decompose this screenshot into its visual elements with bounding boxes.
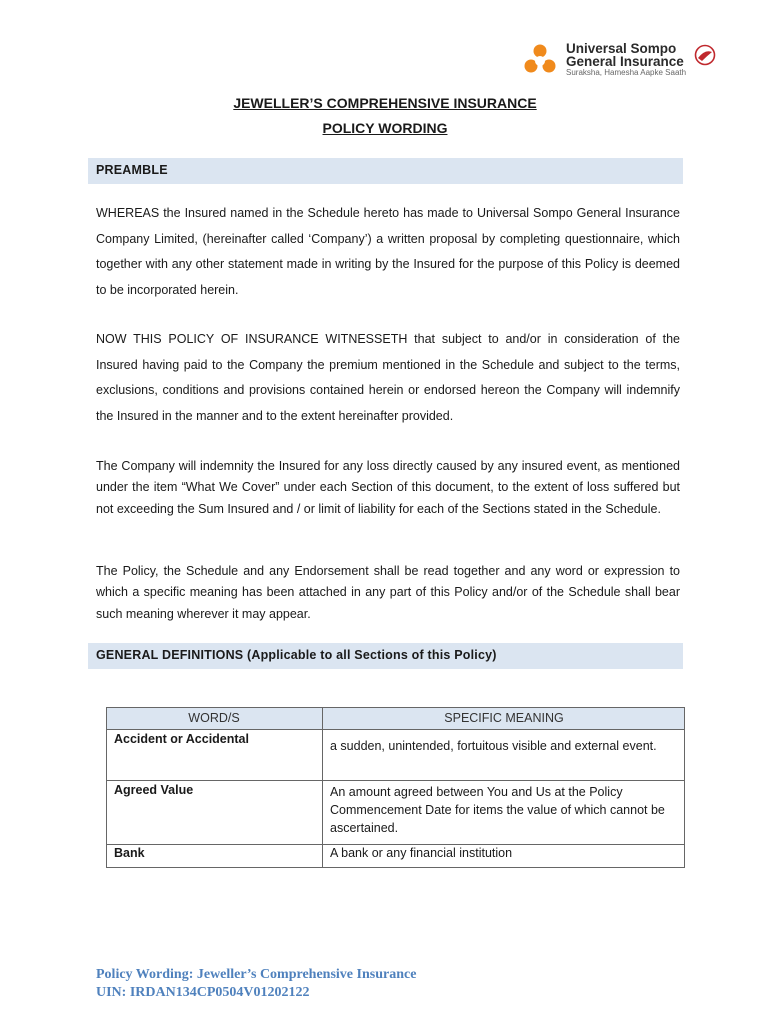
document-subtitle: POLICY WORDING — [322, 120, 448, 136]
preamble-heading: PREAMBLE — [96, 163, 168, 177]
column-header-meaning: SPECIFIC MEANING — [323, 707, 685, 729]
logo-mark-icon — [521, 42, 559, 80]
table-border — [106, 707, 685, 708]
logo-globe-icon — [694, 44, 716, 66]
company-logo — [521, 40, 716, 80]
logo-name-line2: General Insurance — [566, 54, 684, 69]
document-title: JEWELLER’S COMPREHENSIVE INSURANCE — [233, 95, 537, 111]
definition-meaning: A bank or any financial institution — [330, 846, 513, 860]
preamble-heading-band — [88, 158, 683, 184]
column-header-words: WORD/S — [106, 707, 322, 729]
definition-word: Agreed Value — [114, 783, 194, 797]
table-border — [106, 780, 685, 781]
definitions-table — [106, 707, 685, 868]
definition-meaning: a sudden, unintended, fortuitous visible and external event. — [330, 739, 657, 753]
table-border — [106, 729, 685, 730]
preamble-paragraph-4: The Policy, the Schedule and any Endorsement shall be read together and any word or expression to which a specific meaning has been attached in any part of this Policy and/or of the Schedule shall bear such meaning wherever it may appear. — [96, 564, 680, 621]
definition-word: Accident or Accidental — [114, 732, 249, 746]
footer-uin: UIN: IRDAN134CP0504V01202122 — [96, 985, 310, 1000]
definitions-heading-band — [88, 643, 683, 669]
table-border — [106, 707, 107, 868]
table-border — [106, 844, 685, 845]
preamble-paragraph-2: NOW THIS POLICY OF INSURANCE WITNESSETH that subject to and/or in consideration of the Insured having paid to the Company the premium mentioned in the Schedule and subject to the terms, exclusions, conditions and provisions contained herein or endorsed hereon the Company will indemnify the Insured in the manner and to the extent hereinafter provided. — [96, 332, 680, 423]
definition-meaning: An amount agreed between You and Us at the Policy Commencement Date for items the value of which cannot be ascertained. — [330, 785, 665, 835]
preamble-paragraph-1: WHEREAS the Insured named in the Schedule hereto has made to Universal Sompo General Insurance Company Limited, (hereinafter called ‘Company’) a written proposal by completing questionnaire, which together with any other statement made in writing by the Insured for the purpose of this Policy is deemed to be incorporated herein. — [96, 206, 680, 297]
footer-policy-name: Policy Wording: Jeweller’s Comprehensive Insurance — [96, 967, 417, 982]
table-border — [106, 867, 685, 868]
table-border — [322, 707, 323, 868]
definitions-heading: GENERAL DEFINITIONS (Applicable to all Sections of this Policy) — [96, 648, 497, 662]
preamble-paragraph-3: The Company will indemnity the Insured for any loss directly caused by any insured event, as mentioned under the item “What We Cover” under each Section of this document, to the extent of loss suffered but not exceeding the Sum Insured and / or limit of liability for each of the Sections stated in the Schedule. — [96, 459, 680, 516]
definition-word: Bank — [114, 846, 145, 860]
logo-tagline: Suraksha, Hamesha Aapke Saath — [566, 68, 687, 77]
table-border — [684, 707, 685, 868]
logo-name-line1: Universal Sompo — [566, 41, 677, 56]
